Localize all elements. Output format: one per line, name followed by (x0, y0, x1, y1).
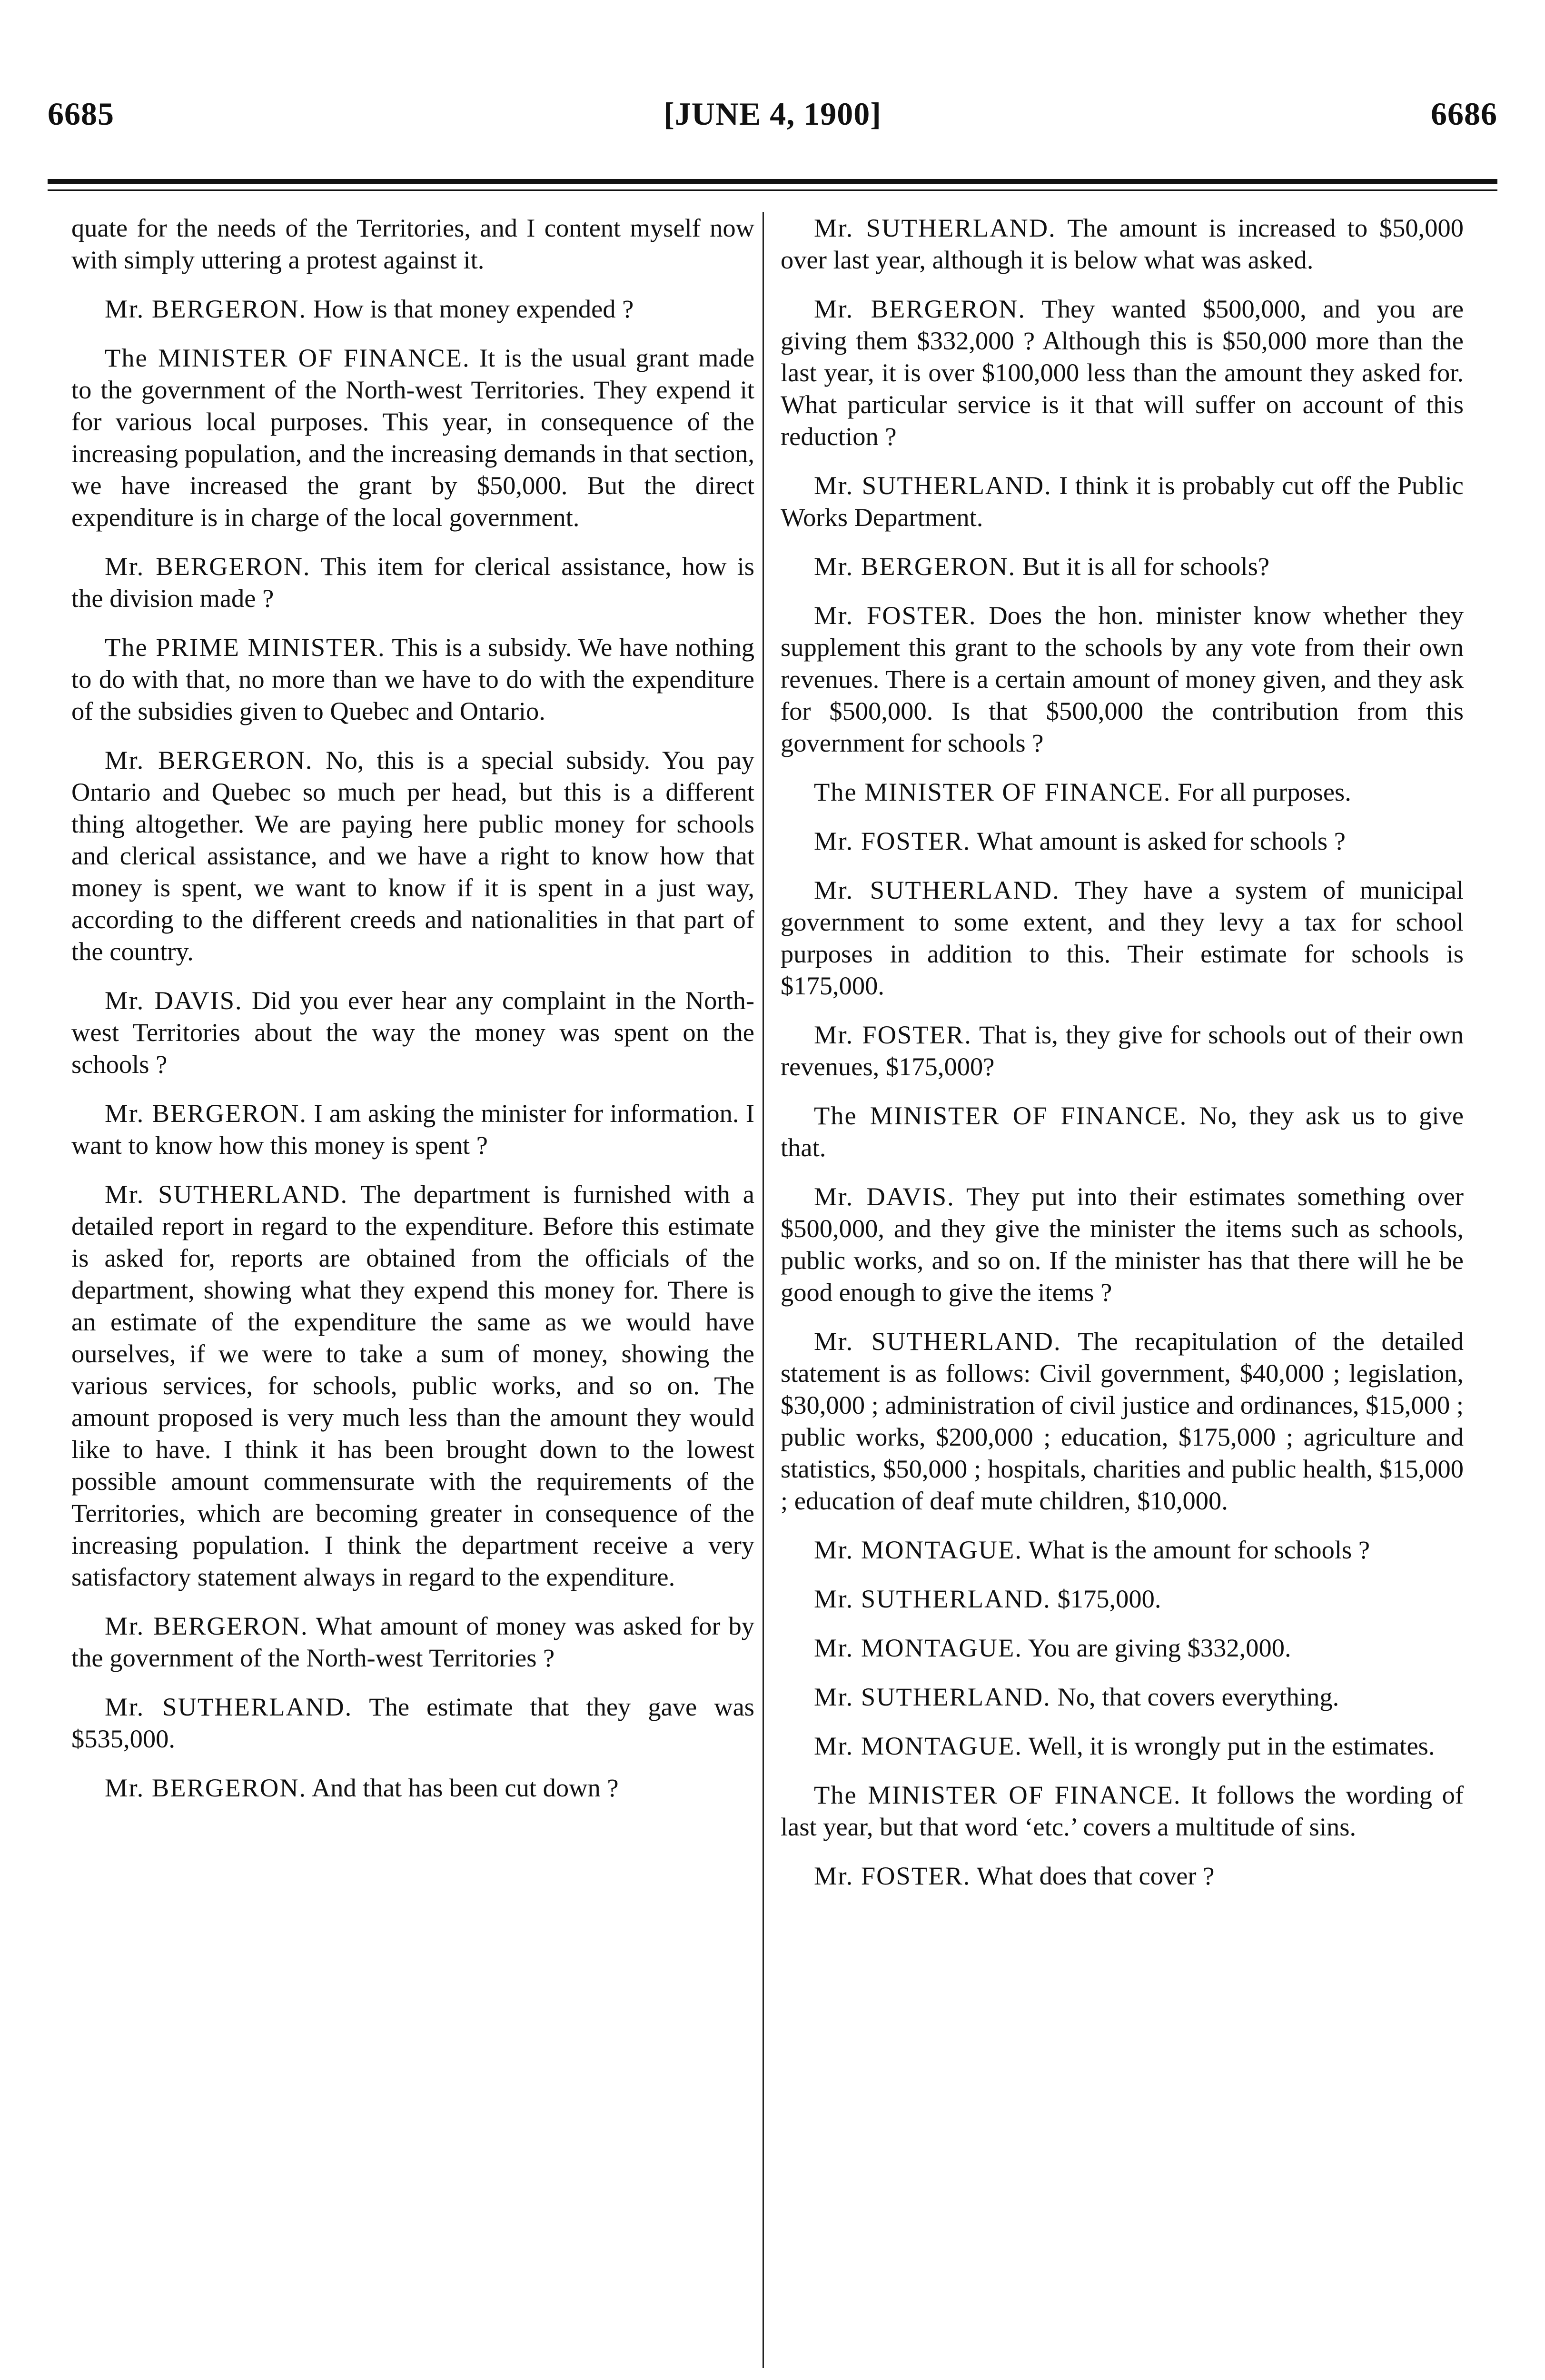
speaker-name: Mr. FOSTER. (814, 826, 971, 855)
speech-text: Did you ever hear any complaint in the North-west Territories about the way the money was spent on the schools ? (71, 986, 755, 1079)
speaker-name: The MINISTER OF FINANCE. (814, 1101, 1188, 1130)
speech-paragraph (71, 293, 754, 325)
speaker-name: The MINISTER OF FINANCE. (814, 1780, 1181, 1809)
speech-paragraph (781, 1583, 1464, 1615)
page-header (48, 95, 1497, 148)
speech-text: I think it is probably cut off the Public Works Department. (781, 471, 1464, 532)
right-column (781, 212, 1464, 1909)
column-divider (763, 212, 764, 2368)
speech-text: They wanted $500,000, and you are giving them $332,000 ? Although this is $50,000 more than the last year, it is over $100,000 less than the amount they asked for. What particular service is it that will suffer on account of this reduction ? (781, 294, 1464, 451)
speech-paragraph (781, 550, 1464, 582)
speaker-name: Mr. DAVIS. (814, 1182, 955, 1211)
speaker-name: Mr. BERGERON. (105, 1773, 307, 1802)
speech-text: For all purposes. (1178, 777, 1351, 806)
speaker-name: Mr. BERGERON. (814, 294, 1026, 323)
speaker-name: The MINISTER OF FINANCE. (814, 777, 1171, 806)
speaker-name: Mr. SUTHERLAND. (814, 1584, 1051, 1613)
speech-text: $175,000. (1057, 1584, 1161, 1613)
speaker-name: Mr. MONTAGUE. (814, 1633, 1022, 1662)
speech-paragraph (781, 1860, 1464, 1892)
speech-paragraph (781, 1325, 1464, 1517)
speech-text: No, they ask us to give that. (781, 1101, 1464, 1162)
speech-paragraph (71, 550, 754, 614)
speech-text: The recapitulation of the detailed statement is as follows: Civil government, $40,000 ; legislation, $30,000 ; administration of civil justice and ordinances, $15,000 ; public works, $200,000 ; education, $175,000 ; agriculture and statistics, $50,000 ; hospitals, charities and public health, $15,000 ; education of deaf mute children, $10,000. (781, 1327, 1464, 1515)
speech-text: Does the hon. minister know whether they supplement this grant to the schools by any vote from their own revenues. There is a certain amount of money given, and they ask for $500,000. Is that $500,000 the contribution from this government for schools ? (781, 601, 1464, 757)
speaker-name: The MINISTER OF FINANCE. (105, 343, 470, 372)
speech-text: quate for the needs of the Territories, and I content myself now with simply uttering a protest against it. (71, 213, 754, 274)
speaker-name: Mr. BERGERON. (105, 745, 313, 774)
speech-paragraph (781, 874, 1464, 1002)
speech-paragraph (781, 1681, 1464, 1713)
speaker-name: Mr. SUTHERLAND. (814, 213, 1056, 242)
speaker-name: Mr. BERGERON. (814, 552, 1016, 581)
speaker-name: Mr. SUTHERLAND. (105, 1180, 348, 1209)
speech-text: Well, it is wrongly put in the estimates. (1028, 1731, 1435, 1760)
speech-paragraph (781, 599, 1464, 759)
speaker-name: Mr. MONTAGUE. (814, 1535, 1022, 1564)
header-rule-thin (48, 189, 1497, 191)
speech-paragraph (781, 1019, 1464, 1082)
speaker-name: Mr. BERGERON. (105, 552, 311, 581)
speech-paragraph (781, 469, 1464, 533)
speech-text: It follows the wording of last year, but that word ‘etc.’ covers a multitude of sins. (781, 1780, 1464, 1841)
speech-text: What does that cover ? (977, 1861, 1215, 1890)
speaker-name: Mr. FOSTER. (814, 601, 977, 630)
speaker-name: Mr. SUTHERLAND. (814, 1682, 1051, 1711)
speaker-name: The PRIME MINISTER. (105, 633, 386, 662)
speech-paragraph (71, 631, 754, 727)
speech-text: No, this is a special subsidy. You pay Ontario and Quebec so much per head, but this is a different thing altogether. We are paying here public money for schools and clerical assistance, and we have a right to know how that money is spent, we want to know if it is spent in a just way, according to the different creeds and nationalities in that part of the country. (71, 745, 755, 966)
speaker-name: Mr. BERGERON. (105, 294, 307, 323)
speech-text: This item for clerical assistance, how is the division made ? (71, 552, 754, 613)
speech-paragraph (781, 825, 1464, 857)
speech-text: That is, they give for schools out of their own revenues, $175,000? (781, 1020, 1464, 1081)
speaker-name: Mr. BERGERON. (105, 1099, 307, 1128)
speech-paragraph (781, 1730, 1464, 1762)
speech-paragraph (71, 744, 754, 967)
speech-paragraph (71, 212, 754, 276)
page-date: [JUNE 4, 1900] (664, 96, 881, 132)
speech-text: They put into their estimates something over $500,000, and they give the minister the items such as schools, public works, and so on. If the minister has that there will he be good enough to give the items ? (781, 1182, 1464, 1307)
speech-paragraph (71, 1610, 754, 1674)
speech-paragraph (781, 1779, 1464, 1843)
speech-paragraph (781, 1100, 1464, 1163)
speech-text: The department is furnished with a detailed report in regard to the expenditure. Before this estimate is asked for, reports are obtained from the officials of the department, showing what they expend this money for. There is an estimate of the expenditure the same as we would have ourselves, if we were to take a sum of money, showing the various services, for schools, public works, and so on. The amount proposed is very much less than the amount they would like to have. I think it has been brought down to the lowest possible amount commensurate with the requirements of the Territories, which are becoming greater in consequence of the increasing population. I think the department receive a very satisfactory statement always in regard to the expenditure. (71, 1180, 754, 1591)
speech-text: It is the usual grant made to the government of the North-west Territories. They expend it for various local purposes. This year, in consequence of the increasing population, and the increasing demands in that section, we have increased the grant by $50,000. But the direct expenditure is in charge of the local government. (71, 343, 755, 532)
speech-text: This is a subsidy. We have nothing to do with that, no more than we have to do with the expenditure of the subsidies given to Quebec and Ontario. (71, 633, 755, 725)
speaker-name: Mr. FOSTER. (814, 1861, 971, 1890)
speech-text: No, that covers everything. (1057, 1682, 1339, 1711)
speech-text: You are giving $332,000. (1028, 1633, 1291, 1662)
speaker-name: Mr. MONTAGUE. (814, 1731, 1022, 1760)
speaker-name: Mr. SUTHERLAND. (105, 1692, 353, 1721)
speaker-name: Mr. DAVIS. (105, 986, 243, 1015)
speech-text: The estimate that they gave was $535,000. (71, 1692, 754, 1753)
speech-paragraph (781, 212, 1464, 276)
speech-paragraph (781, 1534, 1464, 1566)
speaker-name: Mr. SUTHERLAND. (814, 471, 1052, 500)
speech-paragraph (71, 1772, 754, 1804)
speaker-name: Mr. SUTHERLAND. (814, 1327, 1061, 1356)
speech-paragraph (71, 1097, 754, 1161)
speech-text: And that has been cut down ? (311, 1773, 619, 1802)
speech-paragraph (71, 342, 754, 533)
speaker-name: Mr. SUTHERLAND. (814, 875, 1060, 904)
speech-paragraph (71, 1178, 754, 1593)
page-number-left: 6685 (48, 96, 114, 132)
left-column (71, 212, 754, 1821)
speech-paragraph (781, 1632, 1464, 1664)
speech-text: They have a system of municipal government to some extent, and they levy a tax for school purposes in addition to this. Their estimate for schools is $175,000. (781, 875, 1464, 1000)
speech-text: But it is all for schools? (1022, 552, 1270, 581)
speech-paragraph (781, 293, 1464, 452)
speaker-name: Mr. FOSTER. (814, 1020, 972, 1049)
speech-paragraph (71, 1691, 754, 1755)
speech-paragraph (71, 984, 754, 1080)
speech-text: What amount of money was asked for by the government of the North-west Territories ? (71, 1611, 755, 1672)
speech-text: I am asking the minister for information. I want to know how this money is spent ? (71, 1099, 755, 1160)
speaker-name: Mr. BERGERON. (105, 1611, 308, 1640)
header-rule-thick (48, 179, 1497, 184)
speech-text: The amount is increased to $50,000 over last year, although it is below what was asked. (781, 213, 1464, 274)
speech-text: What is the amount for schools ? (1028, 1535, 1370, 1564)
speech-paragraph (781, 776, 1464, 808)
page-number-right: 6686 (1431, 96, 1497, 132)
speech-text: How is that money expended ? (313, 294, 634, 323)
speech-paragraph (781, 1180, 1464, 1308)
speech-text: What amount is asked for schools ? (977, 826, 1346, 855)
